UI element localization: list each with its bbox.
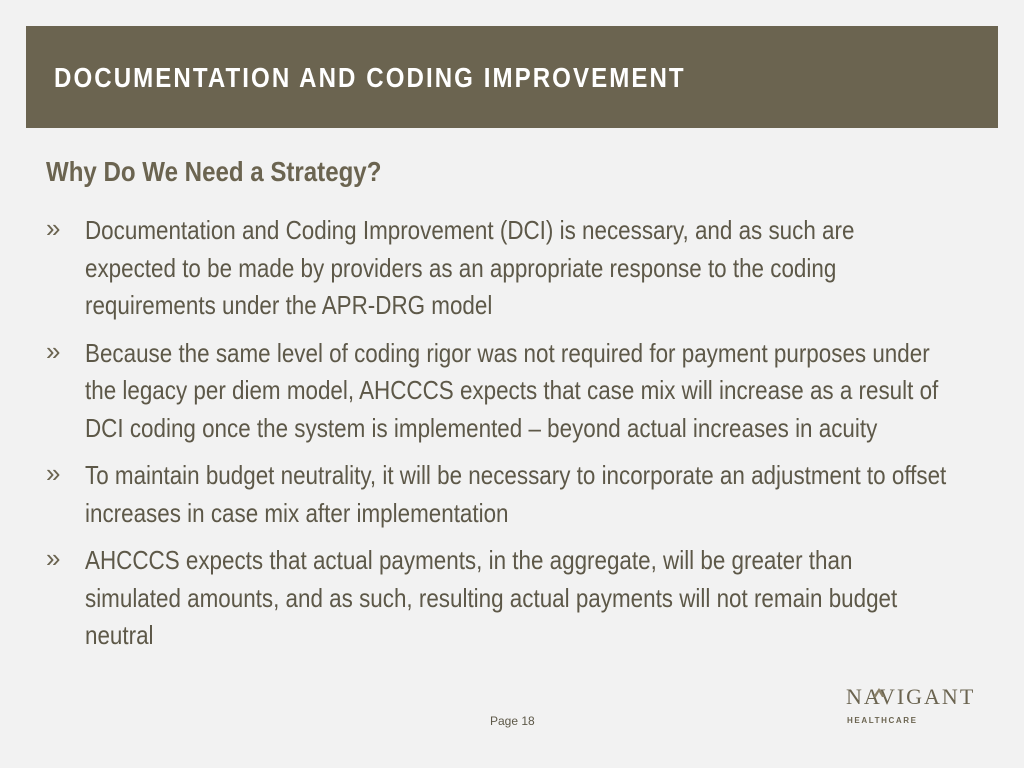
bullet-marker: »	[46, 543, 61, 573]
bullet-text: Because the same level of coding rigor was not required for payment purposes under the legacy per diem model, AHCCCS expects that case mix will increase as a result of DCI coding once the system is implemented – beyond actual increases in acuity	[85, 337, 939, 443]
logo-accent-icon	[872, 688, 886, 702]
bullet-text: Documentation and Coding Improvement (DCI) is necessary, and as such are expected to be made by providers as an appropriate response to the coding requirements under the APR-DRG model	[85, 215, 855, 320]
bullet-item	[46, 212, 946, 325]
logo-wordmark: NAVIGANT	[846, 684, 976, 709]
bullet-text: AHCCCS expects that actual payments, in the aggregate, will be greater than simulated amounts, and as such, resulting actual payments will not remain budget neutral	[85, 545, 898, 650]
bullet-marker: »	[46, 213, 61, 243]
bullet-text: To maintain budget neutrality, it will be necessary to incorporate an adjustment to offset increases in case mix after implementation	[85, 460, 947, 528]
bullet-marker: »	[46, 335, 61, 366]
logo-subtext: HEALTHCARE	[847, 716, 918, 725]
title-bar	[26, 26, 998, 128]
slide-title: DOCUMENTATION AND CODING IMPROVEMENT	[54, 62, 686, 93]
bullet-list	[46, 212, 946, 665]
page-number: Page 18	[490, 714, 535, 728]
bullet-item	[46, 457, 946, 532]
bullet-item	[46, 542, 946, 655]
bullet-item	[46, 335, 946, 448]
navigant-logo	[846, 684, 976, 730]
slide-subtitle: Why Do We Need a Strategy?	[46, 156, 382, 187]
bullet-marker: »	[46, 458, 61, 488]
